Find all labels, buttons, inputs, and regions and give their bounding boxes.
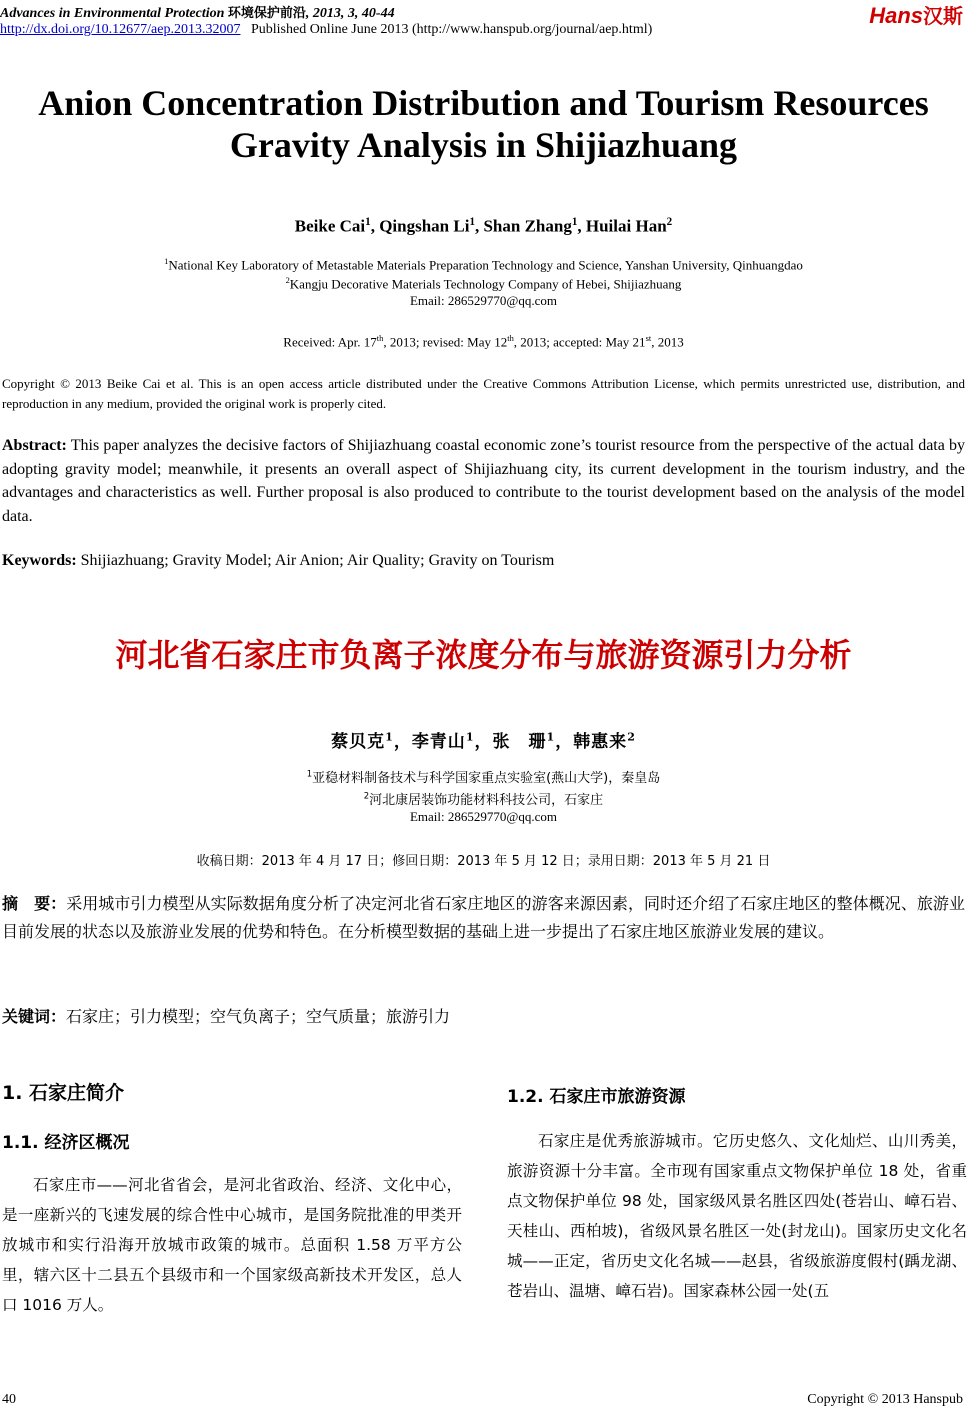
aff-2-text: Kangju Decorative Materials Technology Company of Hebei, Shijiazhuang (289, 276, 682, 292)
published-info: Published Online June 2013 (http://www.hanspub.org/journal/aep.html) (250, 22, 653, 37)
abstract-cn-label: 摘 要： (2, 894, 67, 913)
authors-cn: 蔡贝克$^1$，李青山$^1$，张 珊$^1$，韩惠来$^2$ (331, 730, 636, 752)
received-sup-1: th (376, 333, 384, 343)
received-part-4: , 2013 (651, 334, 684, 350)
aff-cn-1-text: 亚稳材料制备技术与科学国家重点实验室(燕山大学)，秦皇岛 (312, 771, 661, 786)
affiliation-2-en (0, 275, 967, 292)
aff-cn-2-sup: 2 (363, 790, 370, 801)
author-cn-3: 张 珊 (492, 732, 547, 752)
keywords-en (2, 549, 965, 573)
author-1-sup: 1 (365, 216, 371, 228)
footer-copyright: Copyright © 2013 Hanspub (807, 1392, 963, 1407)
received-part-1: Received: Apr. 17 (283, 334, 377, 350)
abstract-cn (2, 890, 965, 945)
logo-en: Hans (869, 3, 923, 28)
journal-issue: , 2013, 3, 40-44 (305, 6, 395, 21)
copyright-notice: Copyright © 2013 Beike Cai et al. This is an open access article distributed under the Creative Commons Attribution License, which permits unrestricted use, distribution, and reproduction in any medium, provided the original work is properly cited. (2, 376, 965, 411)
aff-1-sup: 1 (164, 256, 169, 266)
journal-name-cn: 环境保护前沿 (227, 6, 306, 21)
hans-logo (869, 0, 963, 29)
author-2: Qingshan Li (379, 216, 470, 236)
section-1-2-heading: 1.2. 石家庄市旅游资源 (507, 1087, 686, 1107)
section-1-2-body: 石家庄是优秀旅游城市。它历史悠久、文化灿烂、山川秀美，旅游资源十分丰富。全市现有国家重点文物保护单位 18 处，省重点文物保护单位 98 处，国家级风景名胜区四处(苍岩山、嶂石岩、天桂山、西柏坡)，省级风景名胜区一处(封龙山)。国家历史文化名城——正定，省历史文化名城——赵县，省级旅游度假村(踽龙湖、苍岩山、温塘、嶂石岩)。国家森林公园一处(五 (507, 1132, 967, 1300)
email-en: Email: 286529770@qq.com (409, 293, 557, 308)
author-cn-1-sup: 1 (385, 730, 394, 744)
section-1-1-heading: 1.1. 经济区概况 (2, 1133, 130, 1153)
author-cn-1: 蔡贝克 (331, 732, 386, 752)
abstract-en (2, 434, 965, 528)
logo-cn: 汉斯 (923, 4, 963, 28)
email-cn: Email: 286529770@qq.com (409, 809, 557, 824)
author-2-sup: 1 (469, 216, 475, 228)
received-en (0, 333, 967, 350)
aff-2-sup: 2 (285, 275, 290, 285)
affiliation-1-en (0, 256, 967, 273)
received-part-3: , 2013; accepted: May 21 (513, 334, 646, 350)
author-cn-2: 李青山 (411, 732, 466, 752)
received-sup-2: th (507, 333, 514, 343)
keywords-text: Shijiazhuang; Gravity Model; Air Anion; Air Quality; Gravity on Tourism (80, 552, 555, 569)
doi-line (0, 22, 652, 38)
author-1: Beike Cai (294, 216, 366, 236)
author-cn-3-sup: 1 (546, 730, 556, 744)
paper-title-cn: 河北省石家庄市负离子浓度分布与旅游资源引力分析 (115, 636, 852, 674)
author-cn-4: 韩惠来 (573, 732, 628, 752)
keywords-cn-label: 关键词： (2, 1007, 67, 1026)
keywords-cn (2, 1003, 965, 1031)
author-cn-2-sup: 1 (465, 730, 475, 744)
paper-title-en: Anion Concentration Distribution and Tourism Resources Gravity Analysis in Shijiazhuang (38, 83, 929, 165)
abstract-text: This paper analyzes the decisive factors of Shijiazhuang coastal economic zone’s tourist resource from the perspective of the actual data by adopting gravity model; meanwhile, it presents an overall aspect of Shijiazhuang city, its current development in the tourism industry, and the advantages and characteristics as well. Further proposal is also produced to contribute to the tourist development based on the analysis of the model data. (2, 437, 965, 525)
received-part-2: , 2013; revised: May 12 (383, 334, 508, 350)
affiliation-2-cn (0, 789, 967, 808)
section-1-heading: 1. 石家庄简介 (2, 1082, 125, 1104)
doi-link[interactable]: http://dx.doi.org/10.12677/aep.2013.32007 (0, 22, 241, 37)
author-cn-4-sup: 2 (627, 730, 636, 744)
author-3: Shan Zhang (483, 216, 572, 236)
aff-1-text: National Key Laboratory of Metastable Materials Preparation Technology and Science, Yanshan University, Qinhuangdao (168, 257, 803, 273)
affiliation-1-cn (0, 767, 967, 786)
keywords-label: Keywords: (2, 552, 77, 569)
author-3-sup: 1 (571, 216, 578, 228)
aff-cn-1-sup: 1 (306, 768, 313, 779)
abstract-label: Abstract: (2, 437, 67, 454)
author-4: Huilai Han (585, 216, 667, 236)
page-number: 40 (2, 1392, 16, 1407)
journal-name-en: Advances in Environmental Protection (0, 6, 225, 21)
section-1-1-body: 石家庄市——河北省省会，是河北省政治、经济、文化中心，是一座新兴的飞速发展的综合性中心城市，是国务院批准的甲类开放城市和实行沿海开放城市政策的城市。总面积 1.58 万平方公里，辖六区十二县五个县级市和一个国家级高新技术开发区，总人口 1016 万人。 (2, 1176, 462, 1314)
received-sup-3: st (645, 333, 652, 343)
abstract-cn-text: 采用城市引力模型从实际数据角度分析了决定河北省石家庄地区的游客来源因素，同时还介绍了石家庄地区的整体概况、旅游业目前发展的状态以及旅游业发展的优势和特色。在分析模型数据的基础上进一步提出了石家庄地区旅游业发展的建议。 (2, 894, 965, 941)
aff-cn-2-text: 河北康居装饰功能材料科技公司，石家庄 (369, 793, 604, 808)
journal-header (0, 2, 395, 22)
keywords-cn-text: 石家庄；引力模型；空气负离子；空气质量；旅游引力 (66, 1007, 451, 1026)
author-4-sup: 2 (666, 216, 673, 228)
authors-en: Beike Cai$^1$, Qingshan Li$^1$, Shan Zhang$^1$, Huilai Han$^2$ (294, 216, 673, 236)
received-cn: 收稿日期：2013 年 4 月 17 日；修回日期：2013 年 5 月 12 日；录用日期：2013 年 5 月 21 日 (196, 854, 771, 869)
